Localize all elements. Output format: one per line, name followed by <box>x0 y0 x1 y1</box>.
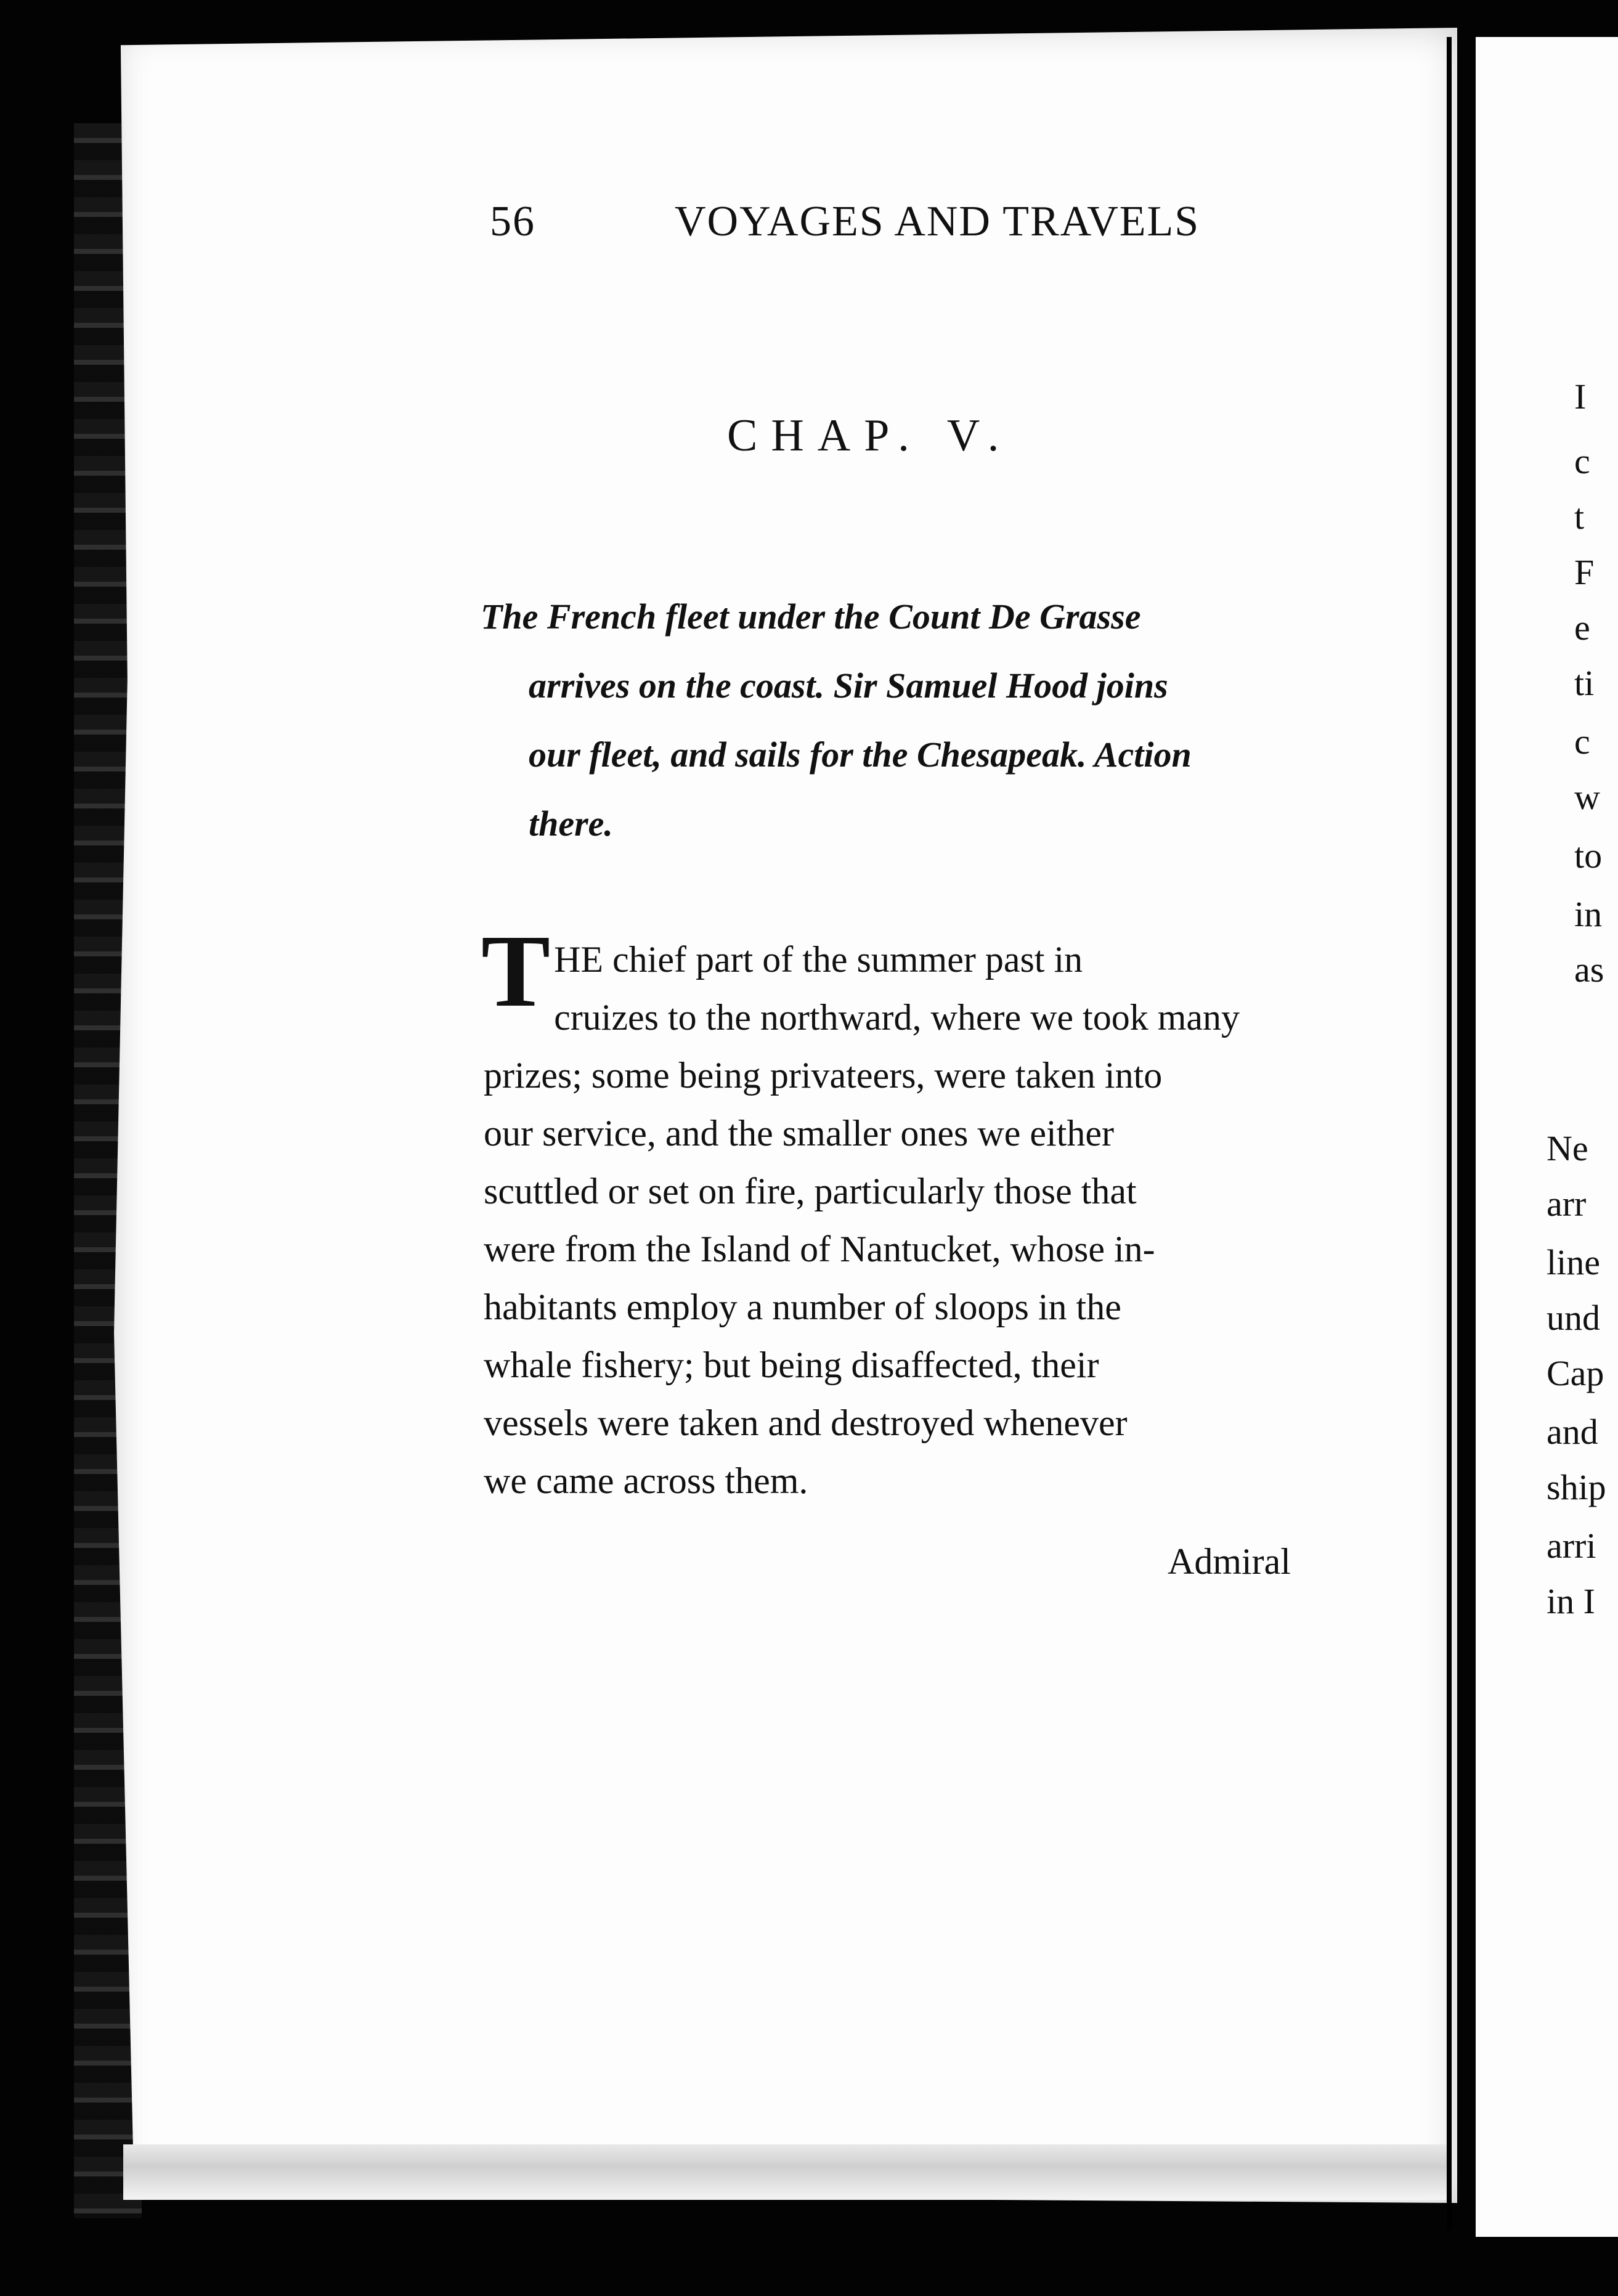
body-line: cruizes to the northward, where we took many <box>554 997 1240 1038</box>
right-page-fragment: Ne <box>1547 1128 1588 1168</box>
summary-line: The French fleet under the Count De Grasse <box>481 596 1141 637</box>
right-page-fragment: arri <box>1547 1526 1596 1566</box>
right-page-fragment: c <box>1574 441 1590 481</box>
body-line: our service, and the smaller ones we either <box>484 1113 1114 1154</box>
chapter-title: CHAP. V. <box>727 410 1013 461</box>
page-bottom-edge <box>123 2144 1448 2200</box>
right-page-fragment: e <box>1574 608 1590 648</box>
running-title: VOYAGES AND TRAVELS <box>675 198 1200 245</box>
right-page-fragment: line <box>1547 1242 1600 1282</box>
page-number: 56 <box>490 198 535 245</box>
right-page-fragment: ship <box>1547 1467 1606 1507</box>
right-page-fragment: to <box>1574 836 1603 876</box>
summary-line: there. <box>529 804 613 844</box>
body-line: prizes; some being privateers, were taken into <box>484 1055 1163 1096</box>
body-line: habitants employ a number of sloops in the <box>484 1287 1121 1327</box>
right-page-fragment: Cap <box>1547 1353 1604 1393</box>
chapter-summary <box>481 582 1319 858</box>
drop-cap: T <box>481 914 551 1028</box>
body-line: HE chief part of the summer past in <box>554 939 1083 980</box>
body-line: we came across them. <box>484 1460 808 1501</box>
right-page-fragment: as <box>1574 950 1604 990</box>
right-page-fragment: und <box>1547 1298 1600 1338</box>
right-page-fragment: c <box>1574 722 1590 762</box>
right-page-fragment: F <box>1574 552 1595 592</box>
body-paragraph <box>481 914 1312 1510</box>
right-page-fragment: and <box>1547 1412 1598 1452</box>
right-page-fragment: in <box>1574 894 1603 934</box>
body-line: whale fishery; but being disaffected, their <box>484 1345 1099 1385</box>
catchword: Admiral <box>1168 1541 1291 1582</box>
book-spine <box>1447 37 1452 2231</box>
running-head <box>490 197 1229 253</box>
body-line: were from the Island of Nantucket, whose in- <box>484 1229 1155 1269</box>
right-page-fragment: in I <box>1547 1581 1595 1621</box>
body-line: vessels were taken and destroyed whenever <box>484 1402 1128 1443</box>
summary-line: arrives on the coast. Sir Samuel Hood joins <box>529 666 1168 706</box>
right-page-fragment: t <box>1574 497 1585 537</box>
right-page-fragment: arr <box>1547 1184 1587 1224</box>
right-page-fragment: I <box>1574 377 1587 417</box>
right-page-fragment: ti <box>1574 663 1595 703</box>
body-line: scuttled or set on fire, particularly those that <box>484 1171 1137 1211</box>
summary-line: our fleet, and sails for the Chesapeak. Action <box>529 735 1192 775</box>
right-page-fragment: w <box>1574 777 1600 817</box>
